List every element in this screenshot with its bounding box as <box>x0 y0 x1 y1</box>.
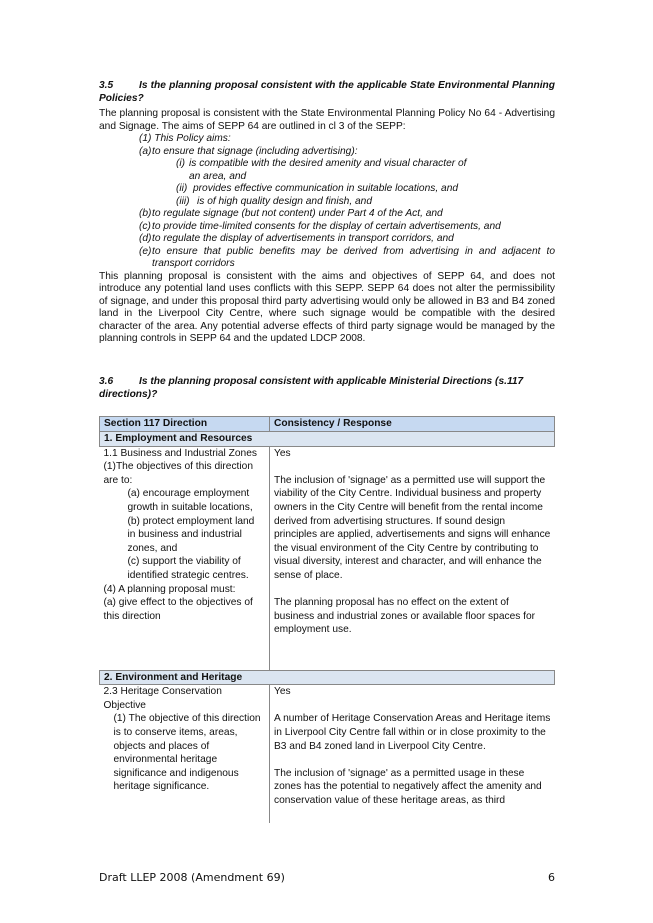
response-cell-1-1: Yes The inclusion of 'signage' as a permitted use will support the viability of the City Centre. Individual business and property owners in the City Centre will benefit from the rental income derived from advertising structures. If sound design principles are applied, advertisements and signs will enhance the visual environment of the City Centre by contributing to visual diversity, interest and character, and will enhance the sense of place. The planning proposal has no effect on the extent of business and industrial zones or available floor spaces for employment use. <box>274 447 551 636</box>
section-3-5-intro: The planning proposal is consistent with the State Environmental Planning Policy No 64 - Advertising and Signage. The aims of SEPP 64 are outlined in cl 3 of the SEPP: <box>99 108 555 132</box>
page-footer <box>99 871 555 884</box>
table-row-2-3 <box>100 685 555 824</box>
aim-a-ii: (ii) provides effective communication in suitable locations, and <box>176 183 459 194</box>
section-3-5 <box>99 80 555 346</box>
section-3-5-conclusion: This planning proposal is consistent with the aims and objectives of SEPP 64, and does not introduce any potential land uses conflicts with this SEPP. SEPP 64 does not alter the permissibility of signage, and under this proposal third party advertising would only be allowed in B3 and B4 zoned land in the Liverpool City Centre, where such signage would be compatible with the desired character of the area. Any potential adverse effects of third party signage would be managed by the planning controls in SEPP 64 and the updated LDCP 2008. <box>99 270 555 344</box>
direction-cell-2-3: 2.3 Heritage Conservation Objective (1) The objective of this direction is to conserve items, areas, objects and places of environmental heritage significance and indigenous heritage significance. <box>100 685 270 824</box>
s117-directions-table <box>99 416 555 823</box>
col-header-response: Consistency / Response <box>270 417 555 432</box>
table-header-row <box>100 417 555 432</box>
aims-title: (1) This Policy aims: <box>139 133 231 144</box>
footer-title: Draft LLEP 2008 (Amendment 69) <box>99 871 285 884</box>
direction-cell-1-1: 1.1 Business and Industrial Zones (1)The objectives of this direction are to: (a) encourage employment growth in suitable locations, (b) protect employment land in business and industrial zones, and (c) support the viability of identified strategic centres. (4) A planning proposal must: (a) give effect to the objectives of this direction <box>100 446 270 670</box>
response-cell-2-3: Yes A number of Heritage Conservation Areas and Heritage items in Liverpool City Centre fall within or in close proximity to the B3 and B4 zoned land in Liverpool City Centre. The inclusion of 'signage' as a permitted usage in these zones has the potential to negatively affect the amenity and conservation value of these heritage areas, as third <box>274 686 551 806</box>
aim-a-iii: (iii) is of high quality design and finish, and <box>176 195 373 207</box>
aim-e: (e) to ensure that public benefits may be derived from advertising in and adjacent to transport corridors <box>139 245 555 269</box>
section-row-environment: 2. Environment and Heritage <box>100 670 555 685</box>
aim-a: (a) to ensure that signage (including advertising): <box>139 145 358 157</box>
aim-b: (b) to regulate signage (but not content) under Part 4 of the Act, and <box>139 208 443 219</box>
col-header-direction: Section 117 Direction <box>100 417 270 432</box>
section-3-6-heading: 3.6 Is the planning proposal consistent with applicable Ministerial Directions (s.117 directions)? <box>99 376 524 400</box>
section-3-6 <box>99 376 555 401</box>
aim-a-i: (i) is compatible with the desired amenity and visual character of an area, and <box>176 158 467 182</box>
aim-c: (c) to provide time-limited consents for the display of certain advertisements, and <box>139 220 501 232</box>
page-number: 6 <box>548 871 555 884</box>
section-row-employment: 1. Employment and Resources <box>100 432 555 447</box>
aim-d: (d) to regulate the display of advertisements in transport corridors, and <box>139 233 454 244</box>
section-3-5-heading: 3.5 Is the planning proposal consistent with the applicable State Environmental Planning Policies? <box>99 80 555 104</box>
table-row-1-1 <box>100 446 555 670</box>
